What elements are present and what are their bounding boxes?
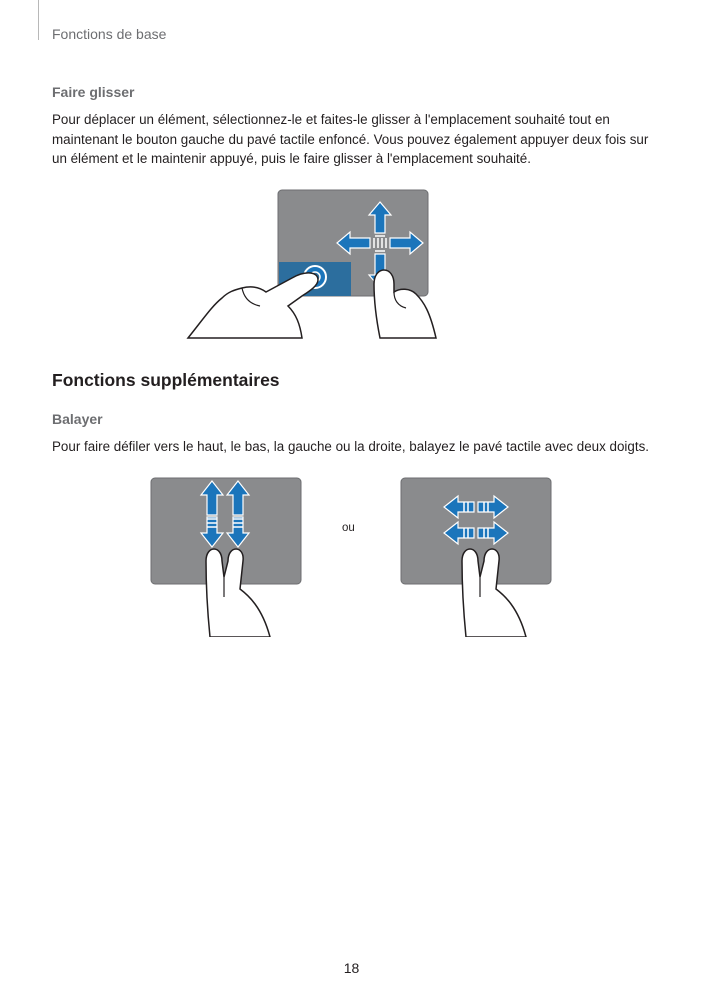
extra-functions-heading: Fonctions supplémentaires — [52, 370, 280, 390]
section-header: Fonctions de base — [52, 26, 167, 42]
drag-gesture-illustration — [180, 188, 450, 340]
page-number: 18 — [343, 960, 360, 976]
drag-description: Pour déplacer un élément, sélectionnez-le et faites-le glisser à l'emplacement souhaité tout en maintenant le bouton gauche du pavé tactile enfoncé. Vous pouvez également appuyer deux fois sur un élément et le maintenir appuyé, puis le faire glisser à l'emplacement souhaité. — [52, 112, 649, 166]
left-hand-icon — [188, 273, 318, 338]
or-label: ou — [342, 522, 355, 534]
drag-heading: Faire glisser — [52, 84, 135, 100]
margin-rule — [38, 0, 39, 40]
horizontal-swipe-illustration — [400, 477, 556, 637]
swipe-heading: Balayer — [52, 411, 103, 427]
vertical-swipe-illustration — [150, 477, 306, 637]
swipe-description: Pour faire défiler vers le haut, le bas, la gauche ou la droite, balayez le pavé tactile avec deux doigts. — [52, 439, 649, 454]
